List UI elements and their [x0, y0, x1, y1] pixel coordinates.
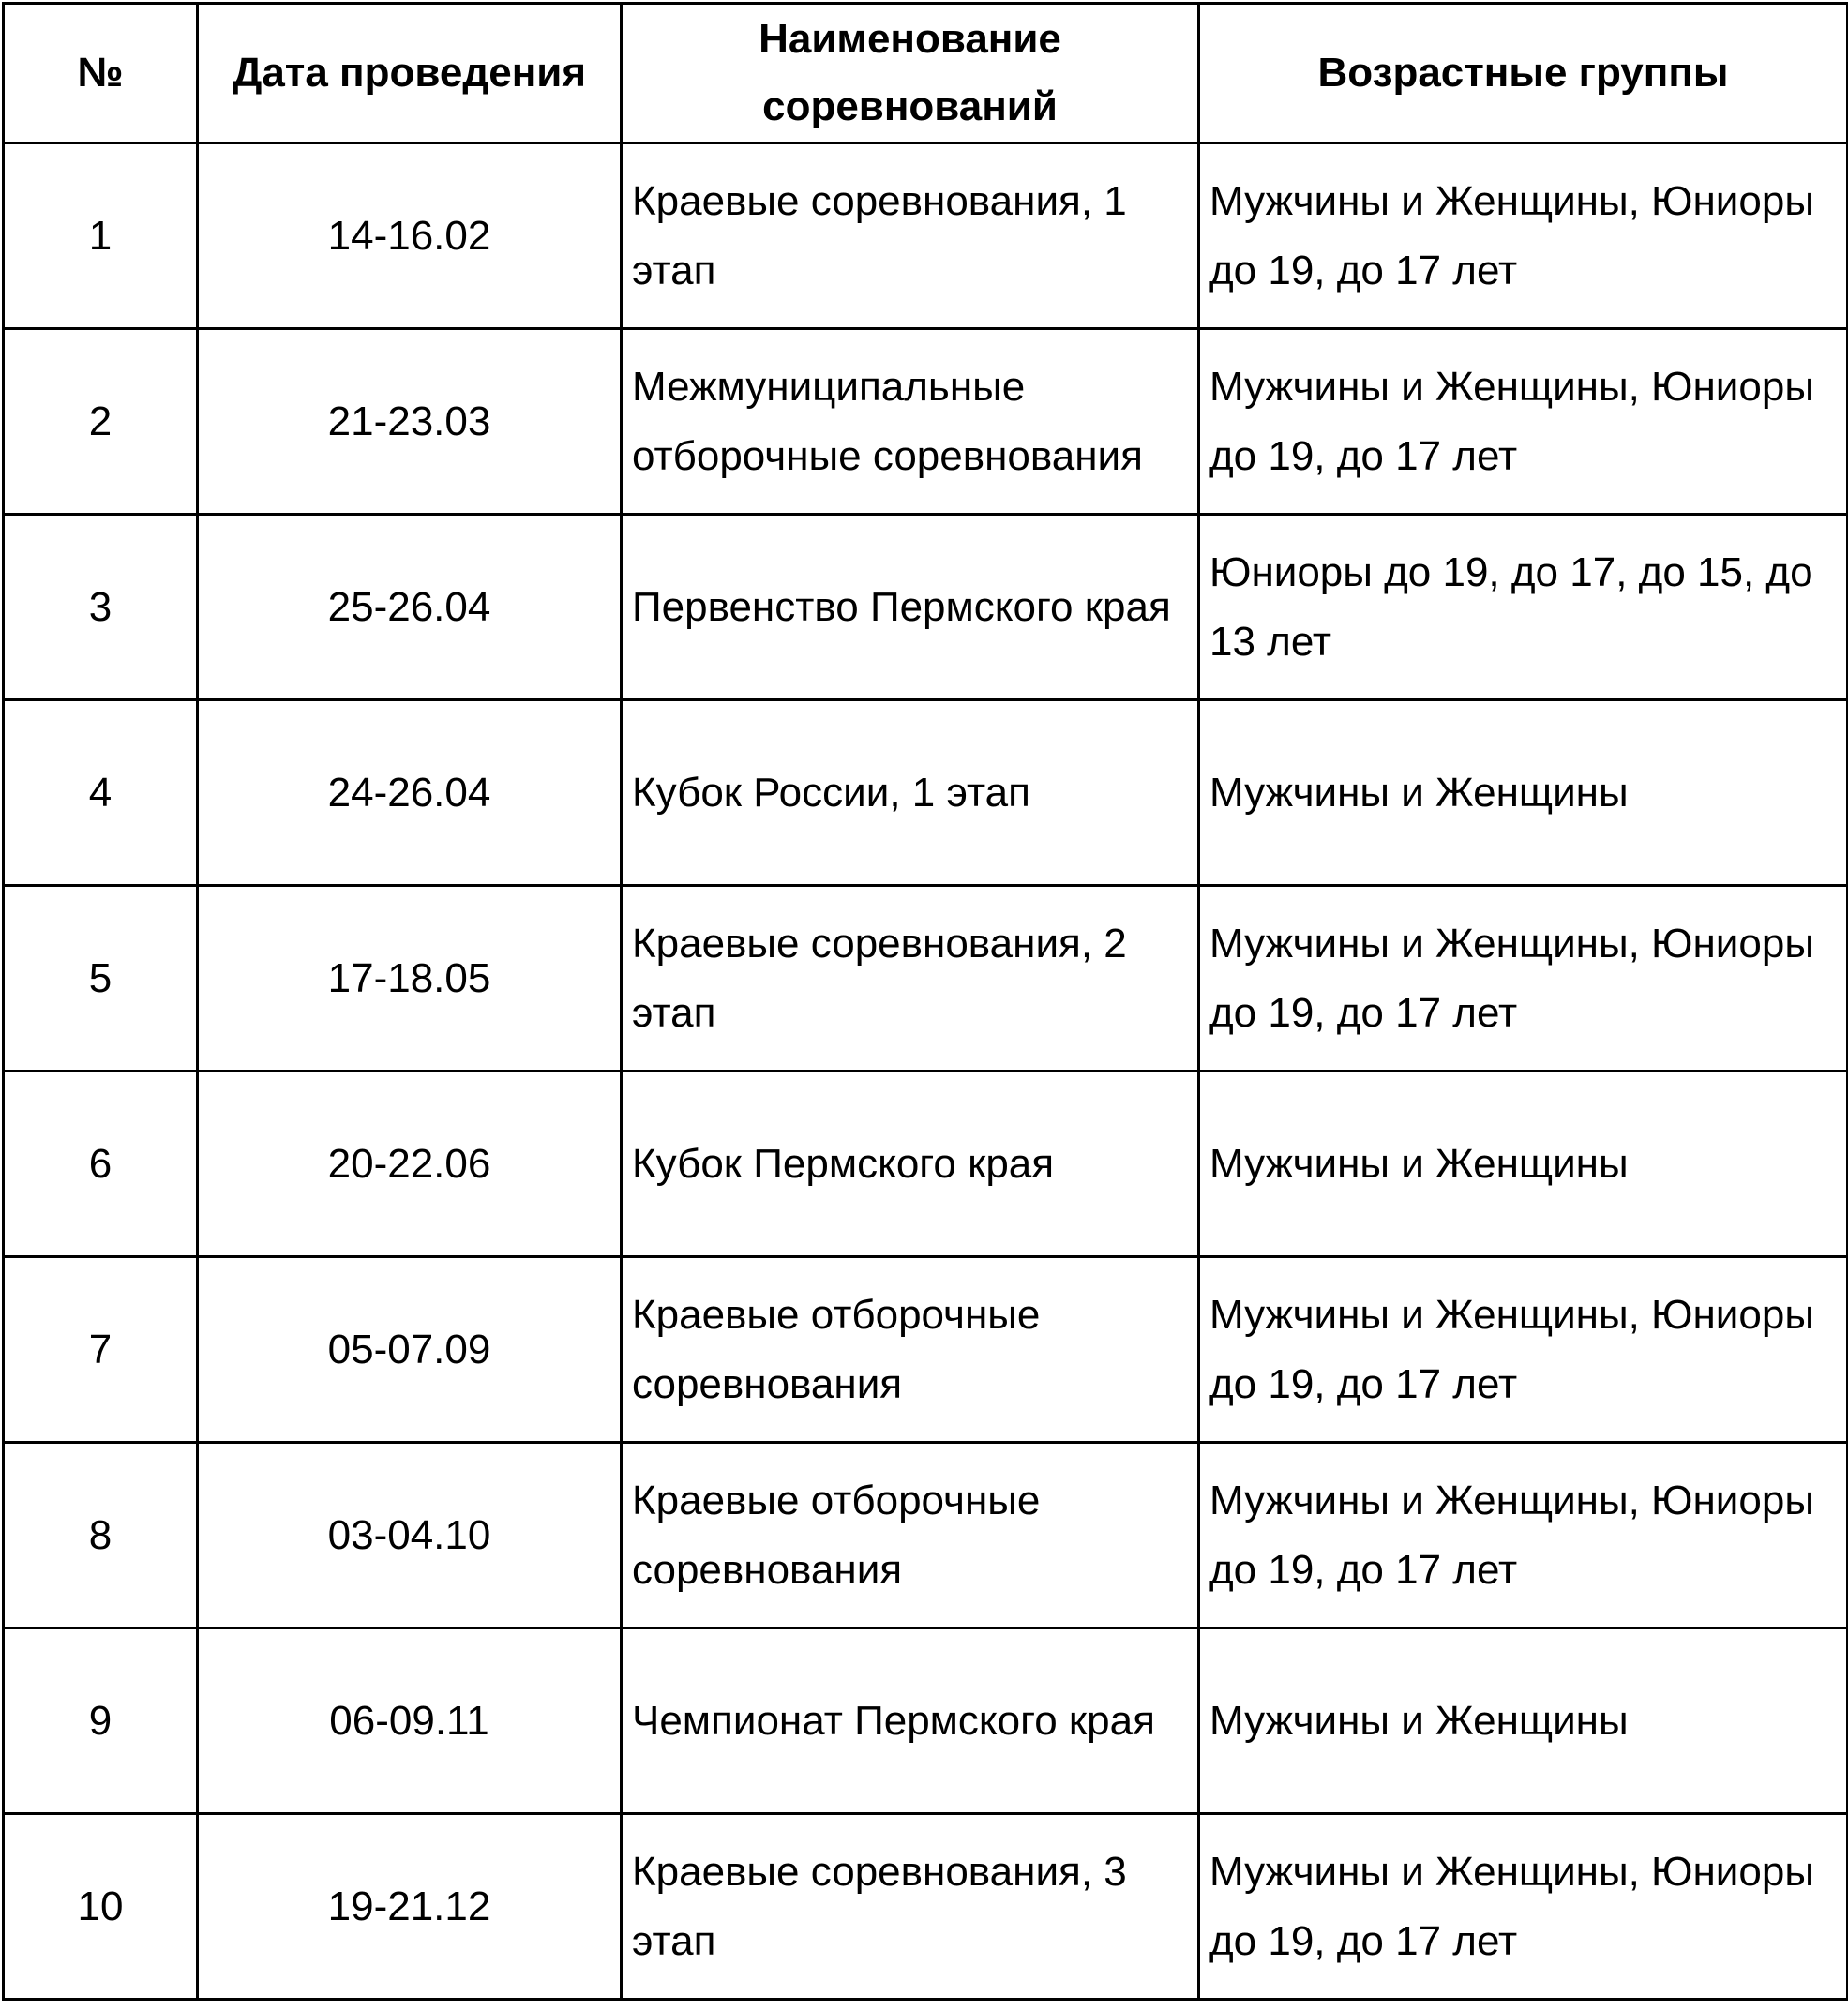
cell-date-text: 14-16.02	[327, 212, 491, 259]
cell-number	[4, 700, 198, 886]
cell-number	[4, 143, 198, 329]
cell-age-groups-text: Мужчины и Женщины, Юниоры до 19, до 17 лет	[1209, 920, 1814, 1036]
table-row	[4, 1628, 1848, 1814]
cell-competition-name-text: Краевые отборочные соревнования	[632, 1291, 1041, 1407]
table-row	[4, 143, 1848, 329]
cell-competition-name	[622, 143, 1199, 329]
cell-age-groups	[1199, 1628, 1848, 1814]
table-header-row	[4, 4, 1848, 143]
cell-competition-name-text: Чемпионат Пермского края	[632, 1697, 1155, 1744]
cell-age-groups	[1199, 700, 1848, 886]
cell-date	[198, 700, 622, 886]
cell-number	[4, 1628, 198, 1814]
cell-competition-name-text: Краевые соревнования, 3 этап	[632, 1848, 1127, 1964]
cell-competition-name	[622, 700, 1199, 886]
cell-number	[4, 1443, 198, 1628]
cell-date-text: 25-26.04	[327, 583, 491, 630]
cell-date-text: 17-18.05	[327, 954, 491, 1001]
header-age-groups: Возрастные группы	[1199, 4, 1848, 143]
table-row	[4, 1443, 1848, 1628]
cell-age-groups	[1199, 143, 1848, 329]
table-row	[4, 329, 1848, 515]
cell-age-groups-text: Мужчины и Женщины, Юниоры до 19, до 17 лет	[1209, 177, 1814, 293]
cell-age-groups	[1199, 329, 1848, 515]
cell-competition-name-text: Краевые соревнования, 1 этап	[632, 177, 1127, 293]
cell-competition-name-text: Кубок Пермского края	[632, 1140, 1055, 1187]
table-row	[4, 1072, 1848, 1257]
cell-date-text: 06-09.11	[329, 1697, 489, 1744]
cell-date	[198, 143, 622, 329]
cell-number-text: 4	[88, 769, 113, 816]
cell-date	[198, 329, 622, 515]
cell-number-text: 1	[88, 212, 113, 259]
cell-date-text: 20-22.06	[327, 1140, 491, 1187]
cell-age-groups	[1199, 886, 1848, 1072]
table-row	[4, 1814, 1848, 2000]
cell-age-groups-text: Мужчины и Женщины, Юниоры до 19, до 17 лет	[1209, 1291, 1814, 1407]
cell-competition-name-text: Кубок России, 1 этап	[632, 769, 1030, 816]
header-competition-name: Наименование соревнований	[622, 4, 1199, 143]
cell-age-groups-text: Мужчины и Женщины	[1209, 1140, 1629, 1187]
cell-number-text: 6	[88, 1140, 113, 1187]
cell-competition-name	[622, 1072, 1199, 1257]
cell-date-text: 19-21.12	[327, 1882, 491, 1929]
cell-age-groups-text: Мужчины и Женщины, Юниоры до 19, до 17 лет	[1209, 363, 1814, 479]
competition-schedule-table	[2, 2, 1848, 2001]
cell-competition-name-text: Краевые соревнования, 2 этап	[632, 920, 1127, 1036]
cell-date-text: 21-23.03	[327, 398, 491, 444]
cell-age-groups-text: Юниоры до 19, до 17, до 15, до 13 лет	[1209, 548, 1813, 665]
cell-competition-name-text: Первенство Пермского края	[632, 583, 1171, 630]
cell-date	[198, 515, 622, 700]
table-row	[4, 1257, 1848, 1443]
cell-competition-name	[622, 329, 1199, 515]
table-row	[4, 700, 1848, 886]
cell-date	[198, 886, 622, 1072]
cell-age-groups	[1199, 1443, 1848, 1628]
cell-age-groups	[1199, 1257, 1848, 1443]
cell-number-text: 10	[77, 1882, 124, 1929]
cell-competition-name	[622, 515, 1199, 700]
cell-age-groups	[1199, 515, 1848, 700]
cell-date-text: 24-26.04	[327, 769, 491, 816]
cell-competition-name-text: Межмуниципальные отборочные соревнования	[632, 363, 1143, 479]
cell-date	[198, 1628, 622, 1814]
cell-date	[198, 1814, 622, 2000]
cell-number-text: 5	[88, 954, 113, 1001]
cell-number	[4, 1814, 198, 2000]
cell-number	[4, 515, 198, 700]
cell-age-groups-text: Мужчины и Женщины, Юниоры до 19, до 17 лет	[1209, 1848, 1814, 1964]
cell-competition-name	[622, 1814, 1199, 2000]
cell-competition-name	[622, 1443, 1199, 1628]
cell-date-text: 05-07.09	[327, 1326, 491, 1372]
cell-date	[198, 1443, 622, 1628]
cell-number-text: 2	[88, 398, 113, 444]
cell-age-groups-text: Мужчины и Женщины	[1209, 769, 1629, 816]
cell-competition-name	[622, 1628, 1199, 1814]
header-number: №	[4, 4, 198, 143]
cell-competition-name	[622, 1257, 1199, 1443]
cell-number	[4, 886, 198, 1072]
cell-number	[4, 1257, 198, 1443]
cell-number-text: 9	[88, 1697, 113, 1744]
cell-age-groups-text: Мужчины и Женщины	[1209, 1697, 1629, 1744]
cell-age-groups-text: Мужчины и Женщины, Юниоры до 19, до 17 лет	[1209, 1477, 1814, 1593]
cell-age-groups	[1199, 1814, 1848, 2000]
cell-age-groups	[1199, 1072, 1848, 1257]
cell-competition-name-text: Краевые отборочные соревнования	[632, 1477, 1041, 1593]
cell-number	[4, 1072, 198, 1257]
cell-date	[198, 1257, 622, 1443]
header-date: Дата проведения	[198, 4, 622, 143]
table-row	[4, 515, 1848, 700]
cell-number-text: 3	[88, 583, 113, 630]
cell-number-text: 7	[88, 1326, 113, 1372]
cell-date	[198, 1072, 622, 1257]
cell-competition-name	[622, 886, 1199, 1072]
cell-date-text: 03-04.10	[327, 1511, 491, 1558]
cell-number	[4, 329, 198, 515]
table-row	[4, 886, 1848, 1072]
cell-number-text: 8	[88, 1511, 113, 1558]
